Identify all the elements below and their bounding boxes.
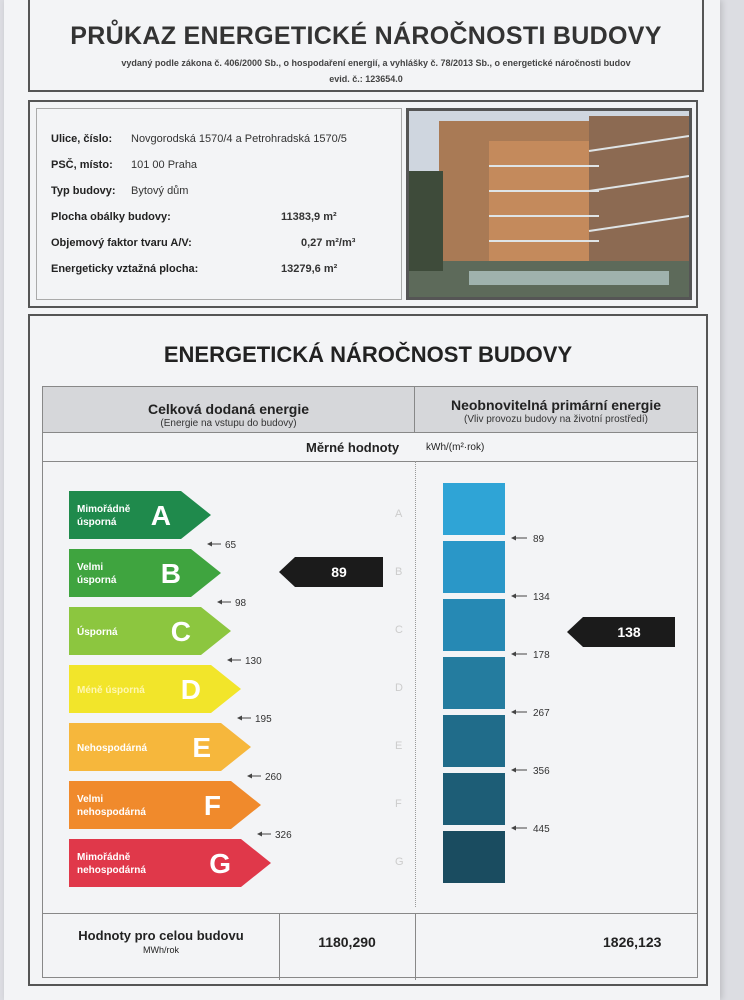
legal-subtitle: vydaný podle zákona č. 406/2000 Sb., o hospodaření energií, a vyhlášky č. 78/2013 Sb., o energetické náročnosti budov — [121, 58, 631, 68]
building-photo-image — [409, 111, 689, 297]
right-threshold-3: 267 — [533, 708, 550, 719]
type-value: Bytový dům — [131, 185, 189, 197]
right-threshold-arrowhead-2 — [511, 652, 516, 657]
energy-scale-graphic — [43, 463, 697, 909]
left-threshold-5: 326 — [275, 830, 292, 841]
col-primary-energy — [415, 387, 697, 433]
class-letter-d: D — [180, 674, 201, 705]
street-value: Novgorodská 1570/4 a Petrohradská 1570/5 — [131, 133, 347, 145]
col1-title: Celková dodaná energie — [147, 401, 310, 417]
totals-row — [43, 913, 697, 980]
class-arrow-b — [69, 549, 221, 597]
class-label-c: Úsporná — [77, 627, 118, 638]
delivered-energy-marker-value: 89 — [331, 564, 347, 580]
class-label-a-line1: Mimořádně — [77, 504, 131, 515]
psc-label: PSČ, místo: — [51, 159, 113, 171]
class-label-e: Nehospodárná — [77, 743, 148, 754]
col2-title: Neobnovitelná primární energie — [450, 397, 662, 413]
totals-label: Hodnoty pro celou budovu — [78, 928, 244, 943]
left-threshold-arrowhead-1 — [217, 600, 222, 605]
left-threshold-arrowhead-4 — [247, 774, 252, 779]
right-threshold-arrowhead-0 — [511, 536, 516, 541]
right-threshold-1: 134 — [533, 592, 550, 603]
left-threshold-arrowhead-5 — [257, 832, 262, 837]
class-label-g-line2: nehospodárná — [77, 865, 146, 876]
primary-bar-e — [443, 715, 505, 767]
certificate-sheet — [4, 0, 720, 1000]
class-label-g-line1: Mimořádně — [77, 852, 131, 863]
ghost-letter-f: F — [395, 798, 402, 810]
left-threshold-1: 98 — [235, 598, 247, 609]
class-label-a-line2: úsporná — [77, 517, 117, 528]
ghost-letter-g: G — [395, 856, 404, 868]
volume-label: Objemový faktor tvaru A/V: — [51, 237, 192, 249]
primary-bar-d — [443, 657, 505, 709]
area-value: 13279,6 m² — [281, 263, 338, 275]
totals-delivered-cell — [279, 914, 416, 980]
envelope-value: 11383,9 m² — [281, 211, 337, 223]
right-threshold-arrowhead-4 — [511, 768, 516, 773]
ghost-letter-a: A — [395, 508, 403, 520]
energy-table — [42, 386, 698, 978]
left-threshold-3: 195 — [255, 714, 272, 725]
class-arrow-a — [69, 491, 211, 539]
right-threshold-arrowhead-3 — [511, 710, 516, 715]
street-row — [51, 133, 347, 145]
certificate-title: PRŮKAZ ENERGETICKÉ NÁROČNOSTI BUDOVY — [70, 22, 662, 50]
left-threshold-2: 130 — [245, 656, 262, 667]
col1-subtitle: (Energie na vstupu do budovy) — [160, 418, 297, 429]
envelope-row — [51, 211, 337, 223]
right-threshold-2: 178 — [533, 650, 550, 661]
street-label: Ulice, číslo: — [51, 133, 113, 145]
class-label-f-line1: Velmi — [77, 794, 104, 805]
totals-delivered-value: 1180,290 — [318, 934, 376, 950]
measure-row — [43, 433, 697, 462]
primary-bar-b — [443, 541, 505, 593]
totals-unit: MWh/rok — [143, 945, 179, 955]
ghost-letter-c: C — [395, 624, 403, 636]
class-letter-c: C — [170, 616, 191, 647]
left-threshold-4: 260 — [265, 772, 282, 783]
ghost-letter-e: E — [395, 740, 403, 752]
measure-label: Měrné hodnoty — [306, 440, 400, 455]
class-arrow-g — [69, 839, 271, 887]
energy-performance-section — [28, 314, 708, 986]
left-threshold-arrowhead-2 — [227, 658, 232, 663]
totals-label-cell — [43, 914, 280, 980]
type-label: Typ budovy: — [51, 185, 116, 197]
class-arrow-f — [69, 781, 261, 829]
ghost-letter-d: D — [395, 682, 403, 694]
primary-energy-marker-value: 138 — [617, 624, 641, 640]
psc-row — [51, 159, 198, 171]
class-letter-e: E — [192, 732, 211, 763]
area-row — [51, 263, 338, 275]
right-threshold-0: 89 — [533, 534, 545, 545]
ghost-letter-b: B — [395, 566, 403, 578]
envelope-label: Plocha obálky budovy: — [51, 211, 171, 223]
class-label-d: Méně úsporná — [77, 685, 145, 696]
primary-bar-f — [443, 773, 505, 825]
certificate-header — [28, 0, 704, 92]
right-threshold-arrowhead-1 — [511, 594, 516, 599]
type-row — [51, 185, 189, 197]
class-label-f-line2: nehospodárná — [77, 807, 146, 818]
primary-bar-g — [443, 831, 505, 883]
primary-bar-c — [443, 599, 505, 651]
class-letter-b: B — [160, 558, 181, 589]
left-threshold-arrowhead-3 — [237, 716, 242, 721]
building-photo — [406, 108, 692, 300]
class-label-b-line2: úsporná — [77, 575, 117, 586]
right-threshold-arrowhead-5 — [511, 826, 516, 831]
volume-value: 0,27 m²/m³ — [301, 237, 356, 249]
right-threshold-4: 356 — [533, 766, 550, 777]
col2-subtitle: (Vliv provozu budovy na životní prostředí) — [464, 414, 648, 425]
class-label-b-line1: Velmi — [77, 562, 104, 573]
class-letter-a: A — [150, 500, 171, 531]
col-delivered-energy — [43, 387, 415, 433]
evidence-number: evid. č.: 123654.0 — [329, 74, 403, 84]
psc-value: 101 00 Praha — [131, 159, 198, 171]
volume-row — [51, 237, 356, 249]
measure-unit: kWh/(m²·rok) — [426, 442, 485, 453]
building-info-panel — [36, 108, 402, 300]
building-info-box — [28, 100, 698, 308]
section-title: ENERGETICKÁ NÁROČNOST BUDOVY — [163, 342, 573, 367]
primary-bar-a — [443, 483, 505, 535]
area-label: Energeticky vztažná plocha: — [51, 263, 199, 275]
class-letter-g: G — [209, 848, 231, 879]
left-threshold-0: 65 — [225, 540, 237, 551]
left-threshold-arrowhead-0 — [207, 542, 212, 547]
totals-primary-value: 1826,123 — [603, 934, 662, 950]
right-threshold-5: 445 — [533, 824, 550, 835]
class-letter-f: F — [203, 790, 221, 821]
